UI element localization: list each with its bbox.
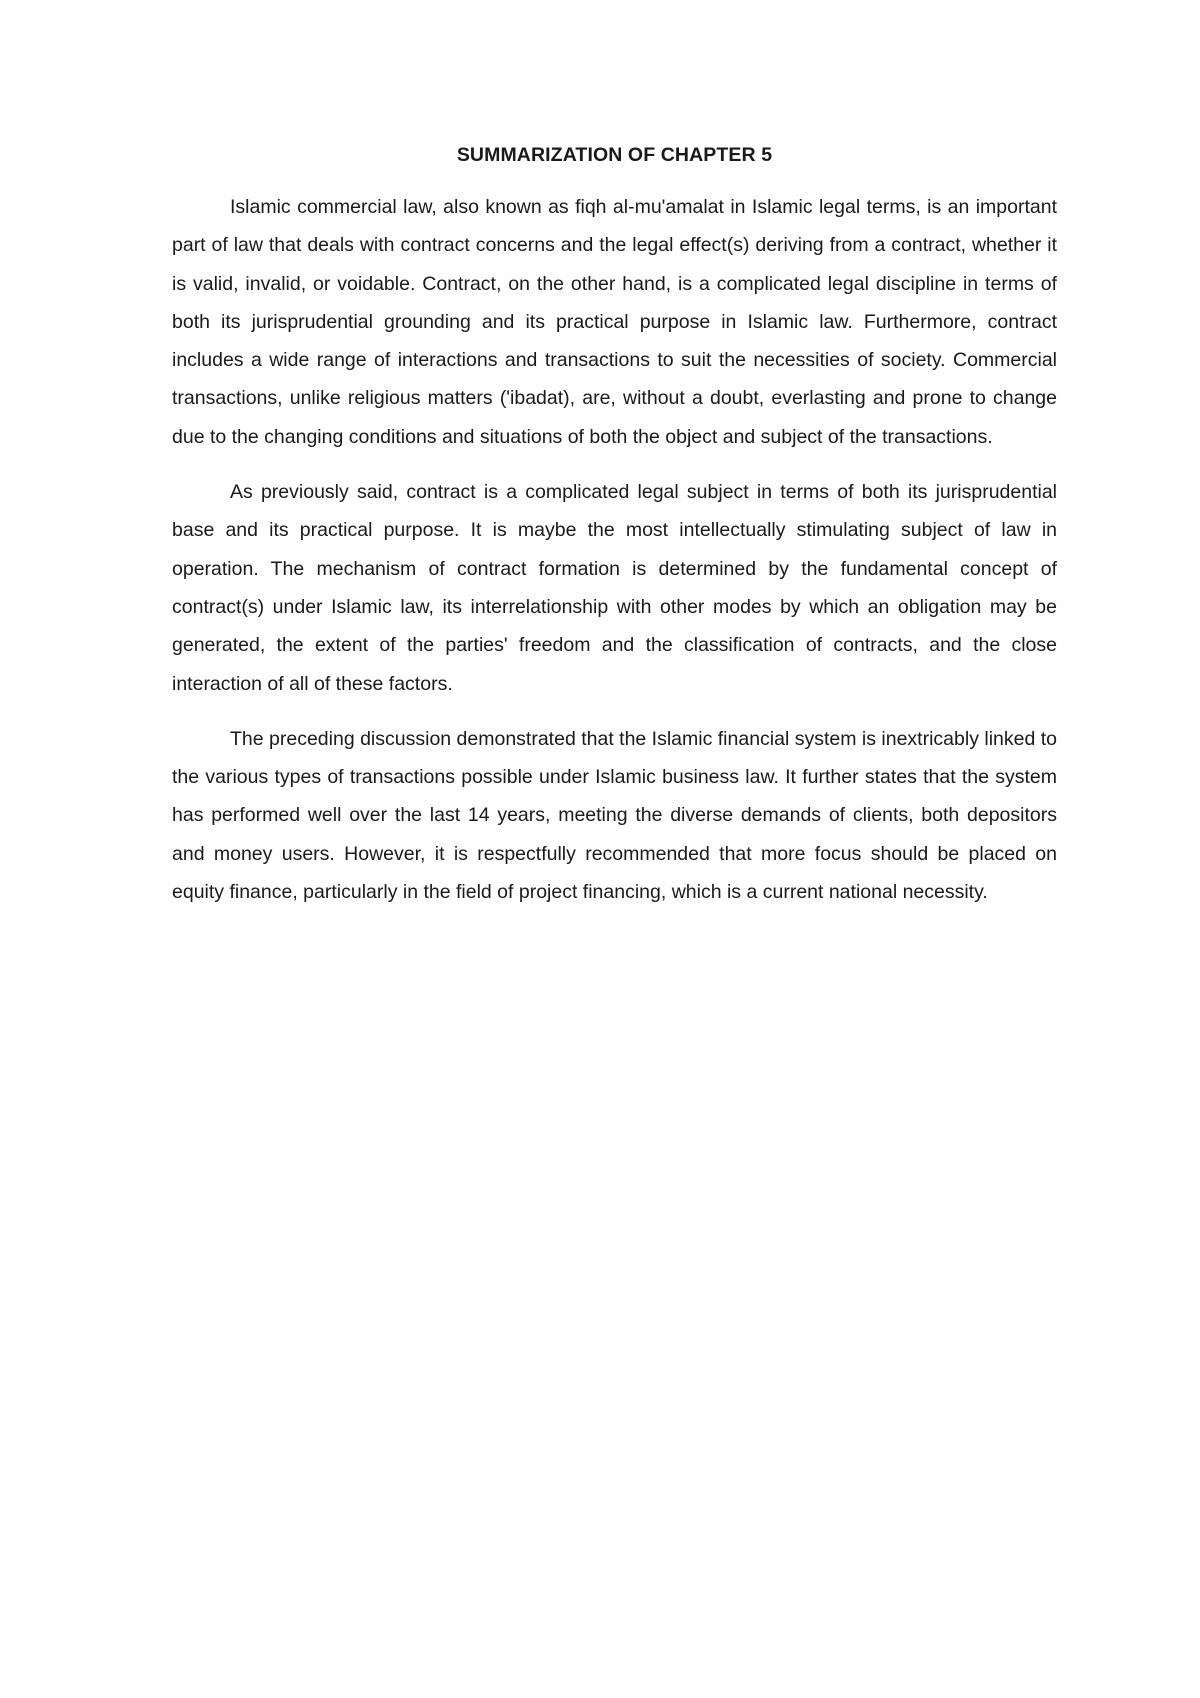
paragraph-2: As previously said, contract is a complicated legal subject in terms of both its jurisprudential base and its practical purpose. It is maybe the most intellectually stimulating subject of law in operation. The mechanism of contract formation is determined by the fundamental concept of contract(s) under Islamic law, its interrelationship with other modes by which an obligation may be generated, the extent of the parties' freedom and the classification of contracts, and the close interaction of all of these factors.: [172, 481, 1057, 695]
document-body: [172, 138, 1057, 928]
paragraph-3: The preceding discussion demonstrated that the Islamic financial system is inextricably linked to the various types of transactions possible under Islamic business law. It further states that the system has performed well over the last 14 years, meeting the diverse demands of clients, both depositors and money users. However, it is respectfully recommended that more focus should be placed on equity finance, particularly in the field of project financing, which is a current national necessity.: [172, 727, 1057, 904]
paragraph-1: Islamic commercial law, also known as fiqh al-mu'amalat in Islamic legal terms, is an important part of law that deals with contract concerns and the legal effect(s) deriving from a contract, whether it is valid, invalid, or voidable. Contract, on the other hand, is a complicated legal discipline in terms of both its jurisprudential grounding and its practical purpose in Islamic law. Furthermore, contract includes a wide range of interactions and transactions to suit the necessities of society. Commercial transactions, unlike religious matters ('ibadat), are, without a doubt, everlasting and prone to change due to the changing conditions and situations of both the object and subject of the transactions.: [172, 196, 1057, 448]
page-title: SUMMARIZATION OF CHAPTER 5: [456, 144, 773, 166]
